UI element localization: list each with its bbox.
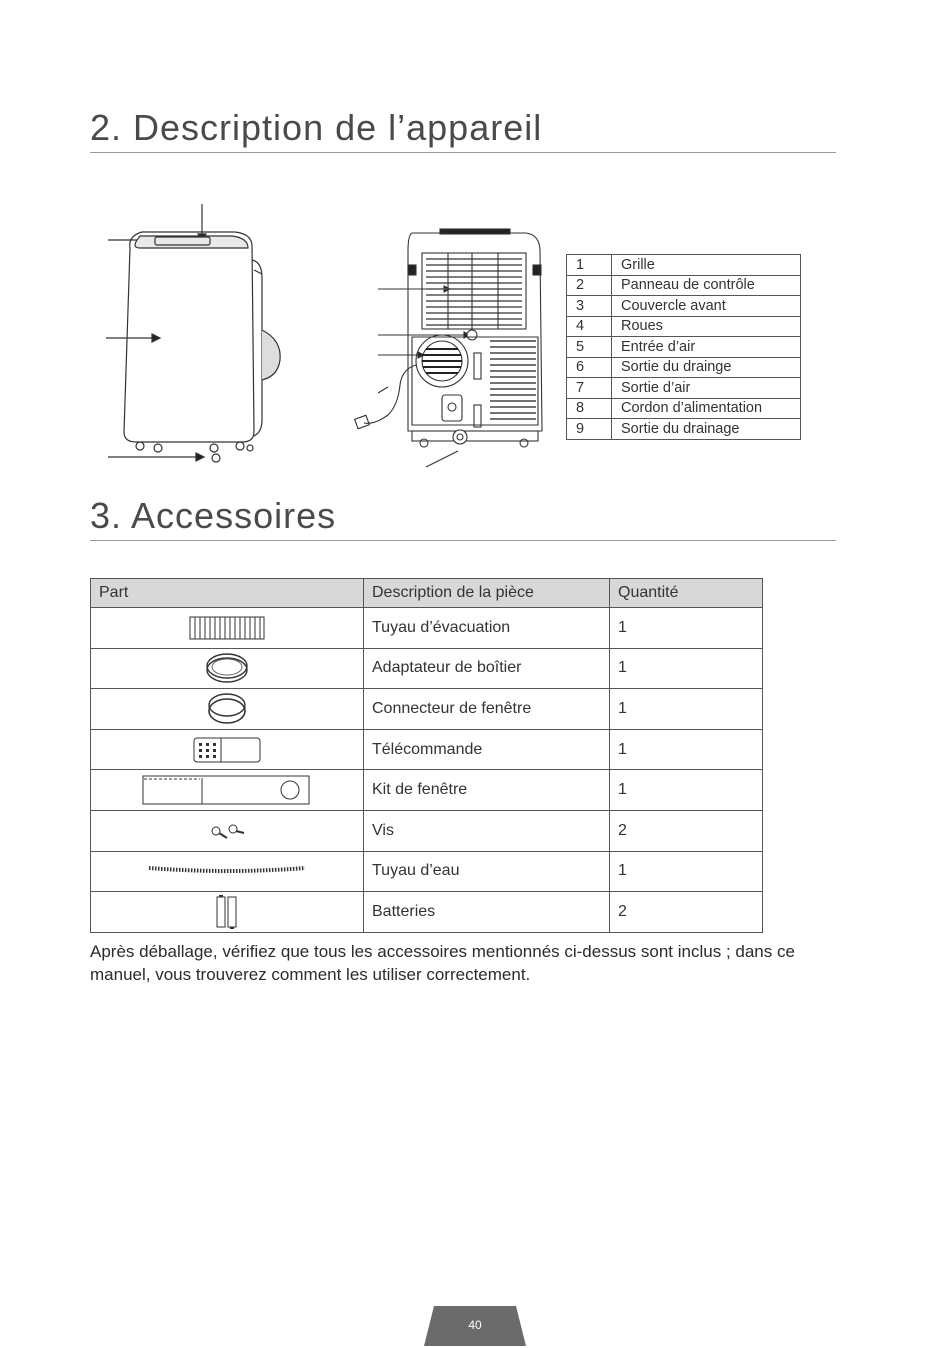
screws-icon: [207, 821, 247, 841]
part-quantity: 1: [610, 770, 763, 811]
water-hose-icon: [147, 864, 307, 878]
parts-legend-row: [567, 419, 801, 440]
parts-legend-row: [567, 337, 801, 358]
part-label: Couvercle avant: [612, 296, 801, 317]
table-row: [91, 892, 763, 933]
part-label: Sortie du drainge: [612, 357, 801, 378]
window-connector-icon: [203, 691, 251, 727]
part-quantity: 1: [610, 689, 763, 730]
parts-legend-row: [567, 398, 801, 419]
table-row: [91, 810, 763, 851]
back-unit-illustration: [350, 225, 560, 475]
table-row: [91, 608, 763, 649]
part-number: 6: [567, 357, 612, 378]
table-row: [91, 689, 763, 730]
part-image-cell: [91, 892, 364, 933]
part-description: Connecteur de fenêtre: [364, 689, 610, 730]
accessories-table: [90, 578, 763, 933]
front-unit-illustration: [100, 200, 300, 470]
part-image-cell: [91, 851, 364, 892]
part-quantity: 2: [610, 892, 763, 933]
part-number: 5: [567, 337, 612, 358]
parts-legend-row: [567, 316, 801, 337]
part-number: 3: [567, 296, 612, 317]
exhaust-hose-icon: [189, 615, 265, 641]
parts-legend-table: [566, 254, 801, 440]
part-number: 4: [567, 316, 612, 337]
part-image-cell: [91, 770, 364, 811]
parts-legend-row: [567, 357, 801, 378]
header-part: Part: [91, 579, 364, 608]
part-description: Kit de fenêtre: [364, 770, 610, 811]
part-label: Cordon d’alimentation: [612, 398, 801, 419]
table-row: [91, 770, 763, 811]
part-image-cell: [91, 648, 364, 689]
part-quantity: 1: [610, 608, 763, 649]
part-quantity: 1: [610, 851, 763, 892]
housing-adapter-icon: [203, 651, 251, 685]
part-description: Batteries: [364, 892, 610, 933]
section-title-accessoires: 3. Accessoires: [90, 496, 836, 541]
parts-legend-row: [567, 296, 801, 317]
part-quantity: 1: [610, 648, 763, 689]
part-description: Télécommande: [364, 729, 610, 770]
part-description: Tuyau d’évacuation: [364, 608, 610, 649]
part-label: Grille: [612, 255, 801, 276]
part-image-cell: [91, 810, 364, 851]
part-number: 7: [567, 378, 612, 399]
part-quantity: 1: [610, 729, 763, 770]
parts-legend-row: [567, 275, 801, 296]
part-quantity: 2: [610, 810, 763, 851]
part-image-cell: [91, 608, 364, 649]
unpacking-note: Après déballage, vérifiez que tous les accessoires mentionnés ci-dessus sont inclus ; dans ce manuel, vous trouverez comment les utiliser correctement.: [90, 942, 795, 984]
part-number: 1: [567, 255, 612, 276]
part-number: 2: [567, 275, 612, 296]
batteries-icon: [216, 895, 238, 929]
part-label: Roues: [612, 316, 801, 337]
part-number: 9: [567, 419, 612, 440]
part-description: Vis: [364, 810, 610, 851]
part-label: Sortie du drainage: [612, 419, 801, 440]
page-number: 40: [468, 1318, 482, 1332]
parts-legend-row: [567, 378, 801, 399]
part-image-cell: [91, 729, 364, 770]
table-row: [91, 648, 763, 689]
accessories-header-row: [91, 579, 763, 608]
part-number: 8: [567, 398, 612, 419]
table-row: [91, 729, 763, 770]
part-image-cell: [91, 689, 364, 730]
section-title-description: 2. Description de l’appareil: [90, 108, 836, 153]
table-row: [91, 851, 763, 892]
header-quantity: Quantité: [610, 579, 763, 608]
header-description: Description de la pièce: [364, 579, 610, 608]
window-kit-icon: [142, 774, 312, 806]
part-description: Adaptateur de boîtier: [364, 648, 610, 689]
part-label: Panneau de contrôle: [612, 275, 801, 296]
part-label: Sortie d’air: [612, 378, 801, 399]
remote-control-icon: [193, 736, 261, 764]
part-label: Entrée d’air: [612, 337, 801, 358]
part-description: Tuyau d’eau: [364, 851, 610, 892]
parts-legend-row: [567, 255, 801, 276]
